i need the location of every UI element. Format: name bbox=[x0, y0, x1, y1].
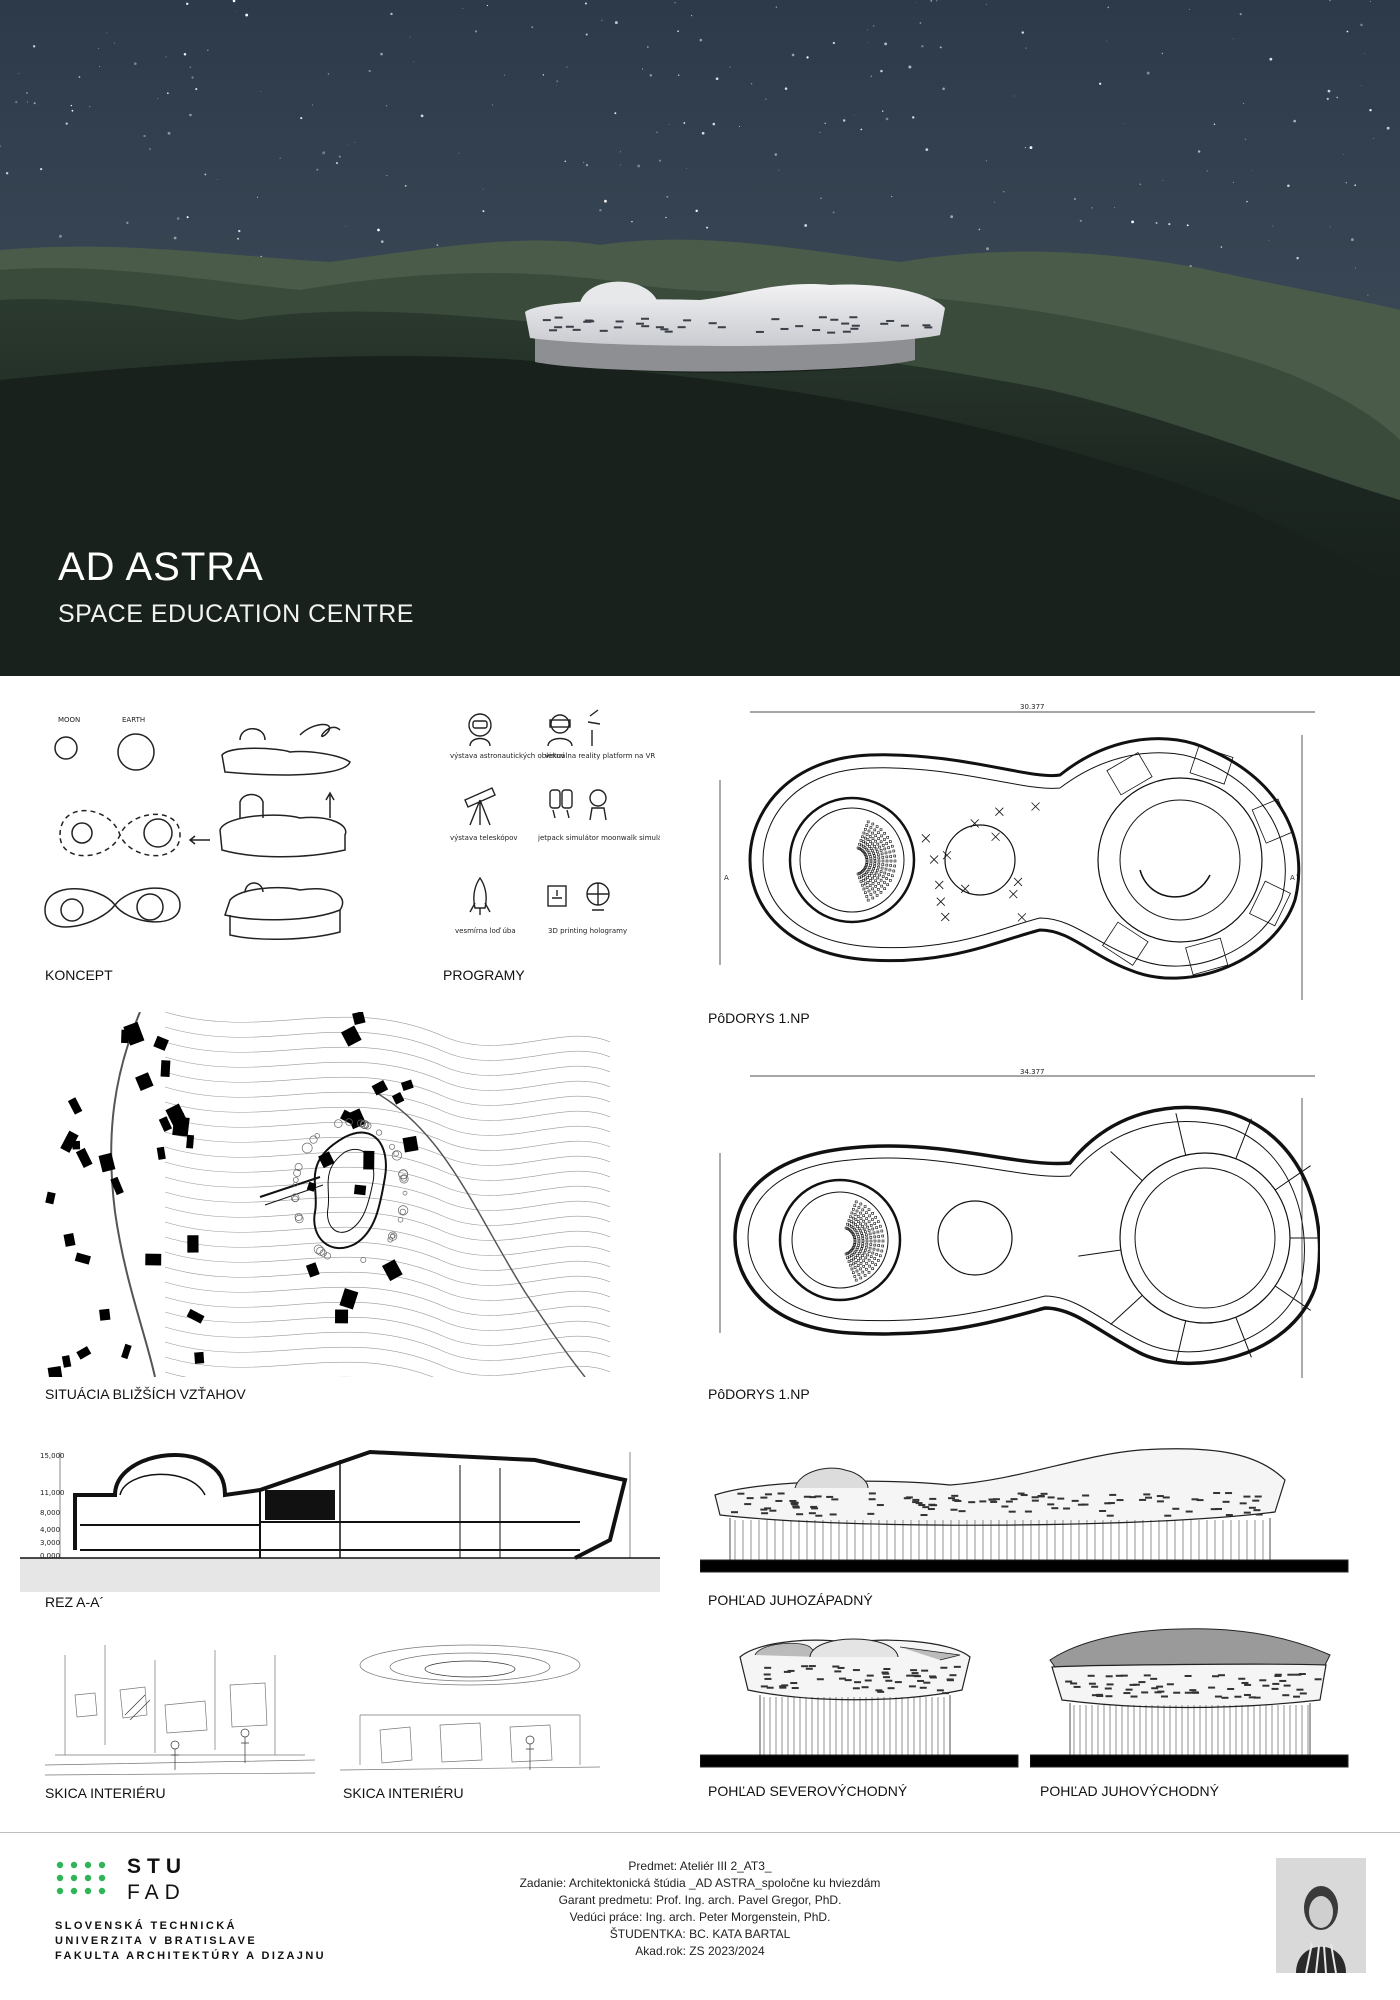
concept-sketches bbox=[40, 700, 370, 960]
program-label-5: vesmírna loď úba bbox=[455, 927, 516, 935]
program-label-4: jetpack simulátor moonwalk simulátor bbox=[538, 834, 660, 842]
concept-label: KONCEPT bbox=[45, 967, 113, 983]
floor-plan-2 bbox=[690, 1068, 1320, 1388]
section-drawing bbox=[20, 1440, 670, 1610]
footer-divider bbox=[0, 1832, 1400, 1833]
sketch2-label: SKICA INTERIÉRU bbox=[343, 1785, 464, 1801]
program-label-3: výstava teleskópov bbox=[450, 834, 518, 842]
plan2-dimension: 34.377 bbox=[1020, 1068, 1045, 1076]
building-render bbox=[525, 282, 945, 373]
programs-label: PROGRAMY bbox=[443, 967, 525, 983]
moon-sketch bbox=[55, 737, 77, 759]
info-subject: Predmet: Ateliér III 2_AT3_ bbox=[628, 1859, 772, 1873]
level-6: 0,000 bbox=[40, 1552, 61, 1560]
astronaut-icon bbox=[469, 714, 491, 746]
plan1-section-mark-a2: A´ bbox=[1290, 874, 1299, 882]
plan1-section-mark-a: A bbox=[724, 874, 729, 882]
floor-plan-1 bbox=[690, 700, 1320, 1010]
project-subtitle: SPACE EDUCATION CENTRE bbox=[58, 600, 414, 628]
jetpack-icon bbox=[550, 790, 606, 820]
elevation-southwest-label: POHĽAD JUHOZÁPADNÝ bbox=[708, 1592, 873, 1608]
logo-stu: STU bbox=[127, 1855, 187, 1878]
level-5: 3,000 bbox=[40, 1539, 61, 1547]
level-3: 8,000 bbox=[40, 1509, 61, 1517]
program-label-6: 3D printing hologramy bbox=[548, 927, 628, 935]
university-line-2: UNIVERZITA V BRATISLAVE bbox=[55, 1935, 258, 1947]
3d-printer-icon bbox=[548, 883, 609, 910]
plan1-label: PôDORYS 1.NP bbox=[708, 1010, 810, 1026]
program-label-1: výstava astronautických oblekov bbox=[450, 752, 565, 760]
moon-label: MOON bbox=[58, 716, 81, 724]
program-label-2: virtuálna reality platform na VR bbox=[545, 752, 656, 760]
info-guarantor: Garant predmetu: Prof. Ing. arch. Pavel Gregor, PhD. bbox=[558, 1893, 842, 1907]
earth-label: EARTH bbox=[122, 716, 146, 724]
site-plan bbox=[45, 1012, 610, 1377]
program-icons bbox=[440, 700, 660, 955]
vr-headset-icon bbox=[548, 710, 600, 746]
project-info bbox=[450, 1858, 950, 1960]
elevation-northeast-label: POHĽAD SEVEROVÝCHODNÝ bbox=[708, 1783, 908, 1799]
telescope-icon bbox=[465, 788, 495, 825]
plan1-dimension: 30.377 bbox=[1020, 703, 1045, 711]
elevation-southwest bbox=[700, 1440, 1350, 1585]
student-photo bbox=[1276, 1858, 1366, 1973]
level-2: 11,000 bbox=[40, 1489, 65, 1497]
elevation-southeast bbox=[1030, 1615, 1350, 1775]
info-assignment: Zadanie: Architektonická štúdia _AD ASTRA_spoločne ku hviezdám bbox=[519, 1876, 881, 1890]
university-name bbox=[55, 1919, 326, 1964]
level-4: 4,000 bbox=[40, 1526, 61, 1534]
elevation-southeast-label: POHĽAD JUHOVÝCHODNÝ bbox=[1040, 1783, 1219, 1799]
info-supervisor: Vedúci práce: Ing. arch. Peter Morgenstein, PhD. bbox=[569, 1910, 831, 1924]
university-line-3: FAKULTA ARCHITEKTÚRY A DIZAJNU bbox=[55, 1950, 327, 1962]
interior-sketch-2 bbox=[340, 1635, 600, 1785]
site-plan-label: SITUÁCIA BLIŽŠÍCH VZŤAHOV bbox=[45, 1386, 246, 1402]
earth-sketch bbox=[118, 734, 154, 770]
project-title: AD ASTRA bbox=[58, 545, 264, 589]
info-academic-year: Akad.rok: ZS 2023/2024 bbox=[635, 1944, 765, 1958]
university-line-1: SLOVENSKÁ TECHNICKÁ bbox=[55, 1920, 237, 1932]
level-1: 15,000 bbox=[40, 1452, 65, 1460]
elevation-northeast bbox=[700, 1615, 1020, 1775]
plan2-label: PôDORYS 1.NP bbox=[708, 1386, 810, 1402]
section-label: REZ A-A´ bbox=[45, 1594, 105, 1610]
stu-logo-dots bbox=[55, 1860, 115, 1905]
rocket-icon bbox=[470, 878, 490, 915]
interior-sketch-1 bbox=[45, 1635, 315, 1785]
logo-fad: FAD bbox=[127, 1881, 186, 1904]
sketch1-label: SKICA INTERIÉRU bbox=[45, 1785, 166, 1801]
info-student: ŠTUDENTKA: BC. KATA BARTAL bbox=[609, 1927, 791, 1941]
